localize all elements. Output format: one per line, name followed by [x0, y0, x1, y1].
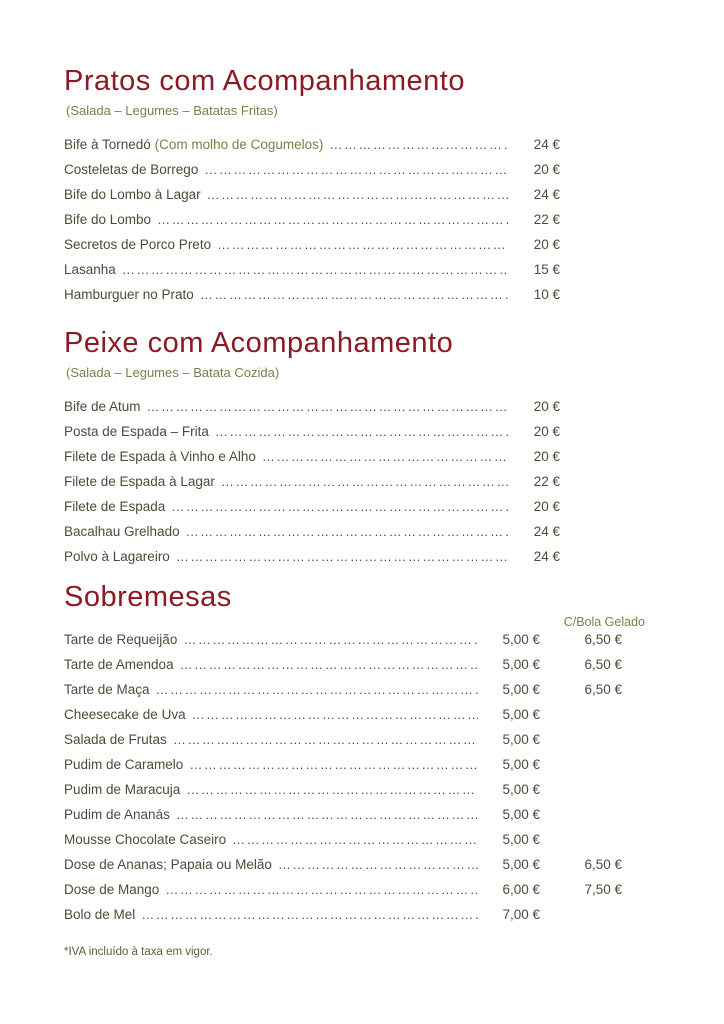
item-list-sobremesas — [64, 632, 622, 932]
menu-item-row — [64, 399, 560, 424]
dotted-leader — [204, 162, 508, 177]
section-title-pratos: Pratos com Acompanhamento — [64, 65, 465, 97]
menu-item-row — [64, 524, 560, 549]
menu-item-name: Salada de Frutas — [64, 732, 167, 747]
dotted-leader — [141, 907, 478, 922]
menu-item-price: 5,00 € — [502, 782, 540, 797]
menu-item-row — [64, 237, 560, 262]
dotted-leader — [171, 499, 508, 514]
menu-item-row — [64, 187, 560, 212]
menu-item-name: Dose de Mango — [64, 882, 160, 897]
menu-item-price: 5,00 € — [502, 757, 540, 772]
menu-item-price: 22 € — [533, 474, 560, 489]
menu-item-row — [64, 707, 622, 732]
menu-item-price: 5,00 € — [502, 732, 540, 747]
section-title-peixe: Peixe com Acompanhamento — [64, 327, 454, 359]
menu-item-row — [64, 499, 560, 524]
menu-item-name: Pudim de Caramelo — [64, 757, 184, 772]
menu-item-row — [64, 832, 622, 857]
dotted-leader — [207, 187, 508, 202]
menu-item-row — [64, 287, 560, 312]
menu-item-name: Tarte de Maça — [64, 682, 150, 697]
dotted-leader — [156, 682, 478, 697]
dotted-leader — [329, 137, 508, 152]
section-sobremesas — [64, 580, 724, 932]
menu-item-row — [64, 474, 560, 499]
dotted-leader — [176, 549, 508, 564]
menu-item-name: Posta de Espada – Frita — [64, 424, 209, 439]
dotted-leader — [176, 807, 478, 822]
menu-item-row — [64, 632, 622, 657]
section-pratos — [64, 64, 724, 312]
menu-item-price: 5,00 € — [502, 857, 540, 872]
dotted-leader — [192, 707, 478, 722]
menu-item-name: Pudim de Maracuja — [64, 782, 181, 797]
menu-item-name: Filete de Espada à Lagar — [64, 474, 215, 489]
menu-item-row — [64, 782, 622, 807]
menu-item-price-gelado: 6,50 € — [584, 682, 622, 697]
menu-item-name: Pudim de Ananás — [64, 807, 170, 822]
section-title-sobremesas: Sobremesas — [64, 581, 232, 613]
menu-item-price: 5,00 € — [502, 832, 540, 847]
dotted-leader — [189, 757, 478, 772]
gelado-column-header: C/Bola Gelado — [563, 615, 645, 629]
menu-item-row — [64, 682, 622, 707]
menu-item-name: Lasanha — [64, 262, 116, 277]
section-peixe — [64, 326, 724, 574]
menu-item-price-gelado: 6,50 € — [584, 632, 622, 647]
menu-item-row — [64, 137, 560, 162]
menu-item-row — [64, 757, 622, 782]
dotted-leader — [122, 262, 508, 277]
menu-item-name: Bife do Lombo à Lagar — [64, 187, 201, 202]
dotted-leader — [186, 782, 478, 797]
menu-item-price: 20 € — [533, 237, 560, 252]
menu-item-name: Dose de Ananas; Papaia ou Melão — [64, 857, 272, 872]
menu-item-price: 5,00 € — [502, 682, 540, 697]
dotted-leader — [165, 882, 478, 897]
menu-item-price: 22 € — [533, 212, 560, 227]
item-list-pratos — [64, 137, 560, 312]
menu-item-price: 5,00 € — [502, 807, 540, 822]
menu-item-price-gelado: 6,50 € — [584, 857, 622, 872]
dotted-leader — [215, 424, 508, 439]
menu-item-row — [64, 162, 560, 187]
menu-item-price-gelado: 6,50 € — [584, 657, 622, 672]
menu-item-price: 20 € — [533, 399, 560, 414]
menu-item-name: Costeletas de Borrego — [64, 162, 199, 177]
menu-item-row — [64, 262, 560, 287]
menu-item-price: 20 € — [533, 424, 560, 439]
item-list-peixe — [64, 399, 560, 574]
menu-item-price: 5,00 € — [502, 632, 540, 647]
dotted-leader — [278, 857, 478, 872]
vat-note: *IVA incluído à taxa em vigor. — [64, 946, 213, 958]
menu-item-name: Tarte de Requeijão — [64, 632, 178, 647]
dotted-leader — [157, 212, 508, 227]
menu-item-name: Bacalhau Grelhado — [64, 524, 180, 539]
dotted-leader — [173, 732, 478, 747]
dotted-leader — [262, 449, 508, 464]
dotted-leader — [217, 237, 508, 252]
menu-item-name: Tarte de Amendoa — [64, 657, 174, 672]
menu-item-row — [64, 549, 560, 574]
menu-item-price: 24 € — [533, 137, 560, 152]
menu-item-row — [64, 857, 622, 882]
menu-item-price: 20 € — [533, 499, 560, 514]
menu-item-name: Cheesecake de Uva — [64, 707, 186, 722]
menu-item-row — [64, 657, 622, 682]
menu-item-name: Bife à Tornedó (Com molho de Cogumelos) — [64, 137, 324, 152]
menu-item-name: Bife do Lombo — [64, 212, 152, 227]
menu-item-price: 15 € — [533, 262, 560, 277]
dotted-leader — [186, 524, 508, 539]
menu-item-name: Mousse Chocolate Caseiro — [64, 832, 227, 847]
menu-item-price: 20 € — [533, 449, 560, 464]
dotted-leader — [232, 832, 478, 847]
dotted-leader — [221, 474, 508, 489]
menu-item-price: 24 € — [533, 524, 560, 539]
menu-item-price: 5,00 € — [502, 657, 540, 672]
menu-item-name: Filete de Espada à Vinho e Alho — [64, 449, 256, 464]
menu-item-price-gelado: 7,50 € — [584, 882, 622, 897]
menu-item-price: 6,00 € — [502, 882, 540, 897]
menu-item-price: 5,00 € — [502, 707, 540, 722]
section-subtitle-peixe: (Salada – Legumes – Batata Cozida) — [66, 365, 280, 380]
menu-item-price: 7,00 € — [502, 907, 540, 922]
menu-item-row — [64, 212, 560, 237]
menu-item-name: Bife de Atum — [64, 399, 141, 414]
menu-item-row — [64, 882, 622, 907]
menu-item-row — [64, 732, 622, 757]
menu-item-row — [64, 907, 622, 932]
menu-item-row — [64, 424, 560, 449]
dotted-leader — [147, 399, 508, 414]
menu-item-name: Secretos de Porco Preto — [64, 237, 212, 252]
menu-item-row — [64, 807, 622, 832]
dotted-leader — [180, 657, 478, 672]
menu-item-name: Polvo à Lagareiro — [64, 549, 170, 564]
menu-item-price: 10 € — [533, 287, 560, 302]
dotted-leader — [200, 287, 508, 302]
menu-item-name: Filete de Espada — [64, 499, 166, 514]
menu-item-price: 24 € — [533, 549, 560, 564]
dotted-leader — [183, 632, 478, 647]
menu-item-price: 20 € — [533, 162, 560, 177]
menu-item-price: 24 € — [533, 187, 560, 202]
section-subtitle-pratos: (Salada – Legumes – Batatas Fritas) — [66, 103, 278, 118]
menu-item-note: (Com molho de Cogumelos) — [150, 137, 324, 152]
menu-item-name: Hamburguer no Prato — [64, 287, 194, 302]
menu-item-name: Bolo de Mel — [64, 907, 136, 922]
menu-item-row — [64, 449, 560, 474]
